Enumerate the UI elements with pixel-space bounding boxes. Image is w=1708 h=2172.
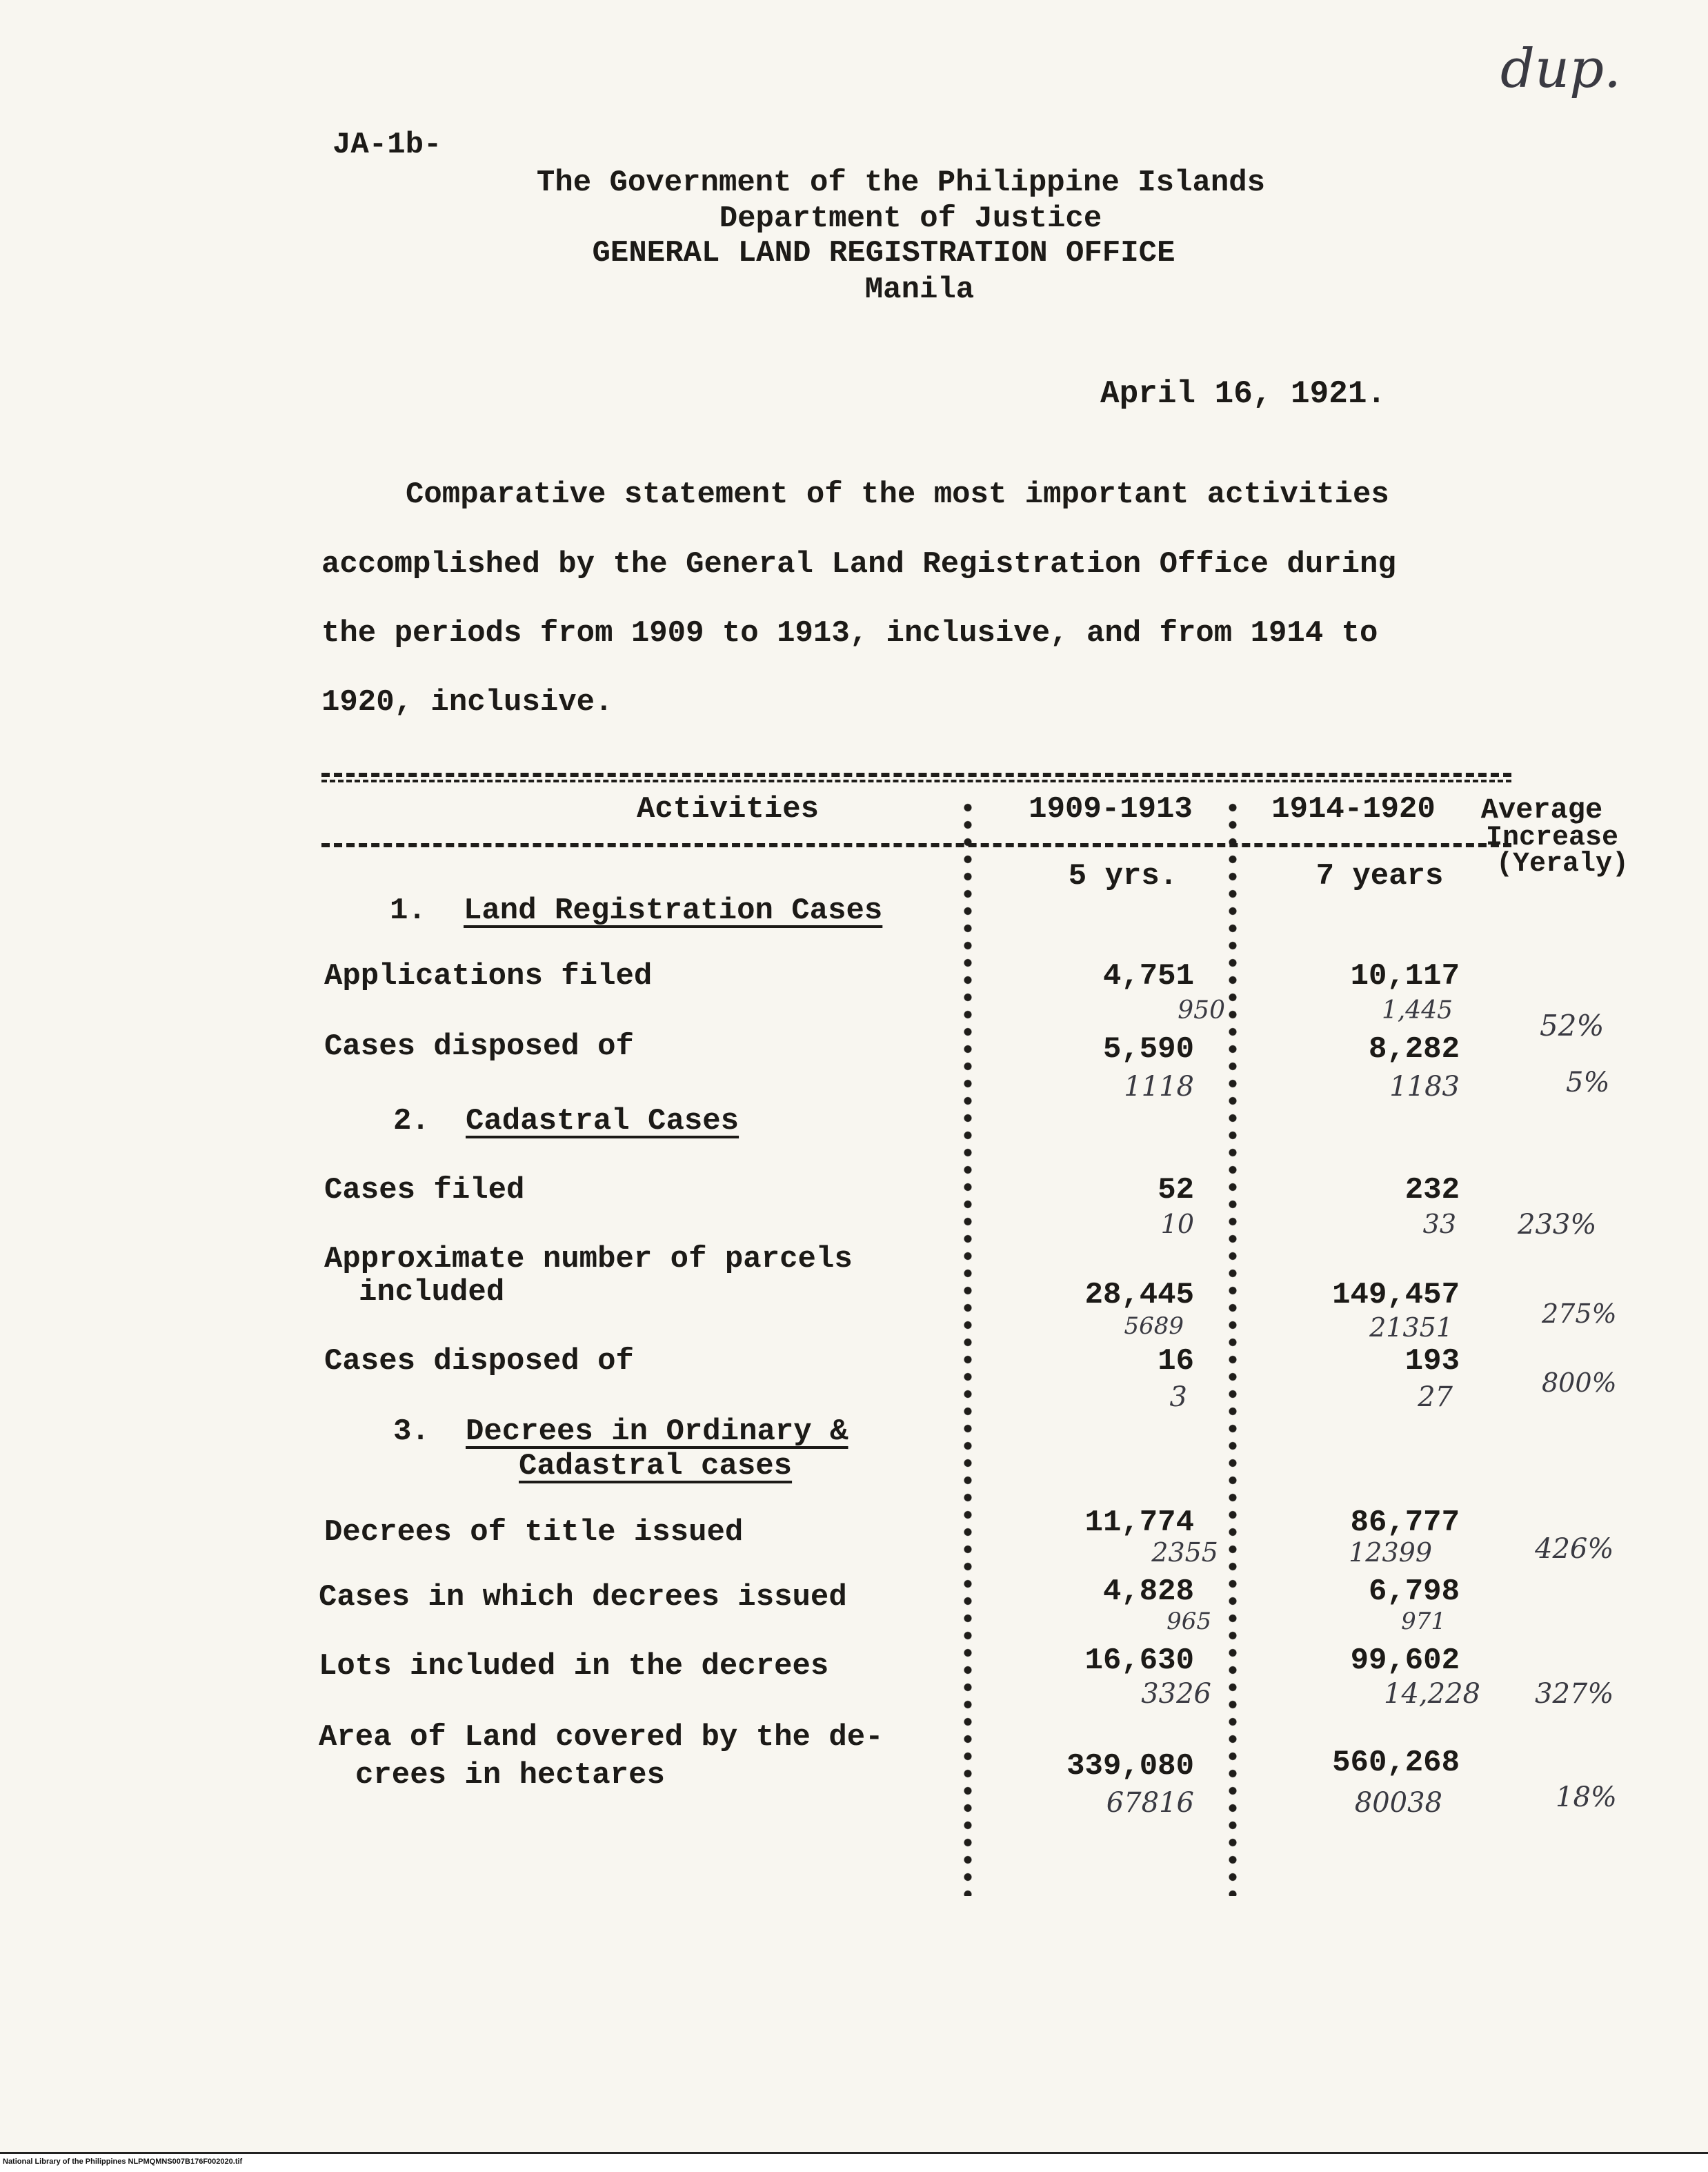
row-value-p2: 8,282: [1368, 1032, 1460, 1067]
row-avg-p1: 965: [1166, 1608, 1211, 1635]
table-top-rule-double: [321, 780, 1511, 782]
row-label-continued: crees in hectares: [355, 1758, 665, 1793]
column-separator-2: [1228, 799, 1238, 1896]
header-period-2: 1914-1920: [1271, 792, 1436, 827]
intro-line-3: the periods from 1909 to 1913, inclusive, and from 1914 to: [321, 616, 1378, 651]
letterhead-office: GENERAL LAND REGISTRATION OFFICE: [592, 236, 1175, 270]
row-value-p1: 5,590: [1102, 1032, 1194, 1067]
row-increase: 327%: [1535, 1678, 1614, 1710]
row-avg-p2: 971: [1401, 1608, 1446, 1635]
row-value-p1: 16,630: [1084, 1643, 1194, 1678]
row-label: Decrees of title issued: [324, 1515, 744, 1550]
row-avg-p2: 1183: [1389, 1071, 1460, 1103]
section-2-title: Cadastral Cases: [466, 1104, 739, 1138]
row-avg-p1: 2355: [1151, 1537, 1218, 1568]
letterhead-government: The Government of the Philippine Islands: [536, 166, 1266, 200]
row-value-p2: 99,602: [1350, 1643, 1460, 1678]
document-date: April 16, 1921.: [1100, 376, 1387, 412]
row-value-p2: 149,457: [1332, 1278, 1460, 1312]
row-label: Cases filed: [324, 1173, 525, 1207]
row-avg-p1: 3326: [1141, 1678, 1211, 1710]
period-1-years: 5 yrs.: [1068, 859, 1178, 894]
letterhead-department: Department of Justice: [719, 201, 1102, 236]
section-3-number: 3.: [393, 1414, 430, 1449]
row-label: Cases in which decrees issued: [319, 1580, 847, 1615]
row-label: Area of Land covered by the de-: [319, 1720, 884, 1755]
row-avg-p1: 67816: [1106, 1787, 1194, 1819]
row-increase: 800%: [1542, 1368, 1617, 1398]
row-label: Approximate number of parcels: [324, 1242, 853, 1276]
row-increase: 52%: [1540, 1009, 1605, 1043]
header-yearly: (Yeraly): [1496, 849, 1629, 880]
intro-line-1: Comparative statement of the most important activities: [406, 477, 1389, 512]
row-value-p1: 16: [1158, 1344, 1194, 1379]
section-1-number: 1.: [390, 894, 426, 928]
row-value-p1: 28,445: [1084, 1278, 1194, 1312]
section-3-title: Decrees in Ordinary &: [466, 1414, 848, 1449]
row-value-p1: 4,828: [1102, 1574, 1194, 1609]
row-value-p1: 339,080: [1066, 1749, 1194, 1784]
row-increase: 275%: [1542, 1299, 1617, 1329]
header-average: Average: [1480, 793, 1603, 827]
intro-line-2: accomplished by the General Land Registration Office during: [321, 547, 1396, 582]
row-label: Lots included in the decrees: [319, 1649, 829, 1684]
row-label: Applications filed: [324, 959, 653, 994]
row-increase: 5%: [1566, 1067, 1610, 1098]
row-avg-p2: 1,445: [1381, 996, 1453, 1025]
intro-line-4: 1920, inclusive.: [321, 685, 613, 720]
section-2-number: 2.: [393, 1104, 430, 1138]
row-value-p1: 11,774: [1084, 1505, 1194, 1540]
row-avg-p1: 5689: [1124, 1312, 1184, 1340]
section-1-title: Land Registration Cases: [464, 894, 883, 928]
row-increase: 18%: [1556, 1781, 1617, 1813]
row-value-p2: 560,268: [1332, 1746, 1460, 1780]
row-value-p2: 193: [1404, 1344, 1460, 1379]
row-value-p2: 6,798: [1368, 1574, 1460, 1609]
row-increase: 426%: [1535, 1533, 1614, 1565]
header-period-1: 1909-1913: [1029, 792, 1193, 827]
row-value-p2: 232: [1404, 1173, 1460, 1207]
row-avg-p1: 950: [1178, 996, 1225, 1025]
row-avg-p2: 33: [1422, 1209, 1456, 1239]
archive-footer: National Library of the Philippines NLPMQMNS007B176F002020.tif: [0, 2152, 1708, 2172]
row-label: Cases disposed of: [324, 1344, 634, 1379]
handwritten-annotation: dup.: [1500, 38, 1621, 100]
row-value-p2: 10,117: [1350, 959, 1460, 994]
table-header-rule: [321, 843, 1511, 847]
letterhead-city: Manila: [864, 273, 975, 307]
row-value-p1: 52: [1158, 1173, 1194, 1207]
table-top-rule: [321, 773, 1511, 777]
header-increase: Increase: [1485, 822, 1619, 853]
row-avg-p1: 10: [1160, 1209, 1194, 1239]
period-2-years: 7 years: [1315, 859, 1444, 894]
row-avg-p1: 1118: [1124, 1071, 1194, 1103]
section-3-title-continued: Cadastral cases: [519, 1449, 793, 1483]
row-avg-p2: 21351: [1369, 1312, 1453, 1343]
document-code: JA-1b-: [332, 128, 442, 162]
row-avg-p2: 27: [1418, 1381, 1453, 1413]
row-label: Cases disposed of: [324, 1029, 634, 1064]
row-avg-p1: 3: [1169, 1381, 1187, 1413]
row-value-p1: 4,751: [1102, 959, 1194, 994]
row-avg-p2: 12399: [1349, 1537, 1432, 1568]
column-separator-1: [963, 799, 973, 1896]
row-value-p2: 86,777: [1350, 1505, 1460, 1540]
row-label-continued: included: [359, 1275, 505, 1310]
row-avg-p2: 14,228: [1384, 1678, 1480, 1710]
row-increase: 233%: [1518, 1209, 1597, 1241]
header-activities: Activities: [636, 792, 820, 827]
row-avg-p2: 80038: [1354, 1787, 1442, 1819]
